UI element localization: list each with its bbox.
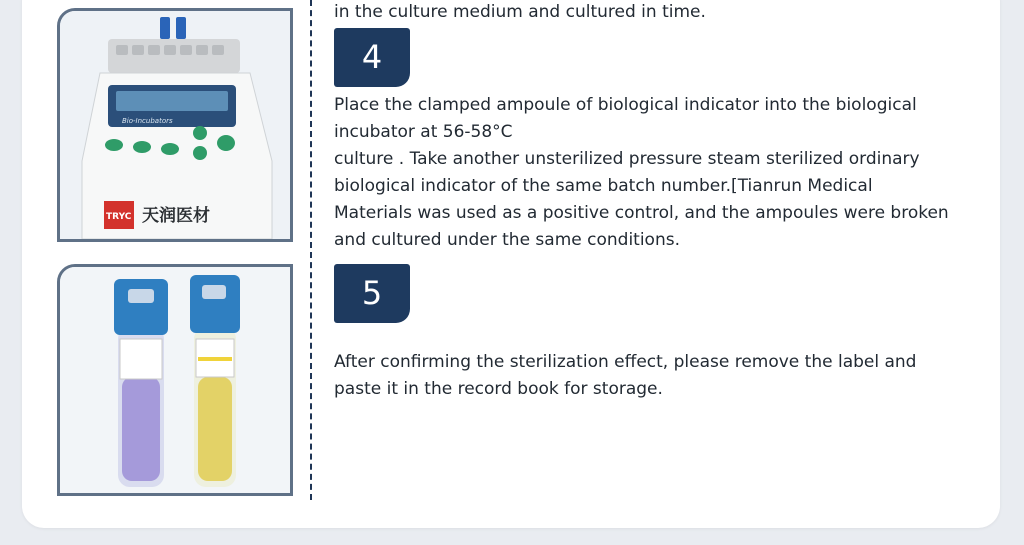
ampoules-image [57, 264, 293, 496]
step-5-badge: 5 [334, 264, 410, 323]
brand-cn: 天润医材 [142, 206, 210, 226]
step3-tail-text: in the culture medium and cultured in time. [334, 2, 706, 22]
step-4-line: and cultured under the same conditions. [334, 230, 680, 250]
brand-initials: TRYC [106, 212, 132, 222]
step-4-line: incubator at 56-58°C [334, 122, 513, 142]
step-4-line: biological indicator of the same batch number.[Tianrun Medical [334, 176, 873, 196]
step-5-line: paste it in the record book for storage. [334, 379, 663, 399]
device-label-text: Bio-Incubators [122, 117, 173, 125]
timeline-divider [310, 0, 312, 500]
step-4-text [334, 92, 994, 254]
step-4-line: Materials was used as a positive control, and the ampoules were broken [334, 203, 949, 223]
step-4-badge: 4 [334, 28, 410, 87]
incubator-image [57, 8, 293, 242]
step-5-text [334, 349, 994, 403]
step-4-line: culture . Take another unsterilized pressure steam sterilized ordinary [334, 149, 920, 169]
step-5-line: After confirming the sterilization effect, please remove the label and [334, 352, 917, 372]
step-4-line: Place the clamped ampoule of biological indicator into the biological [334, 95, 917, 115]
